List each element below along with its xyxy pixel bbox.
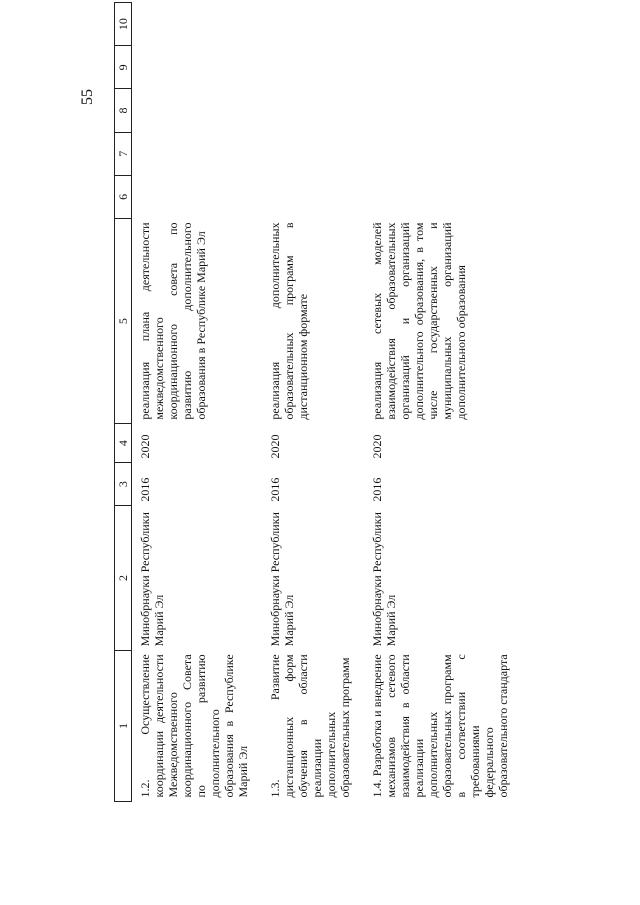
end-year-cell: 2020 bbox=[268, 434, 282, 459]
column-header-7: 7 bbox=[115, 132, 132, 175]
column-header-10: 10 bbox=[115, 3, 132, 46]
column-header-3: 3 bbox=[115, 462, 132, 505]
table-header-row bbox=[115, 3, 132, 802]
empty-cell bbox=[254, 132, 356, 175]
empty-cell bbox=[132, 3, 255, 46]
empty-cell bbox=[356, 175, 514, 218]
empty-cell bbox=[356, 132, 514, 175]
result-cell: реализация дополнительных образовательных программ в дистанционном формате bbox=[268, 222, 310, 420]
executor-cell: Минобрнауки Республики Марий Эл bbox=[138, 512, 166, 647]
empty-cell bbox=[254, 175, 356, 218]
table-row bbox=[254, 3, 356, 802]
column-header-2: 2 bbox=[115, 506, 132, 651]
table-row bbox=[356, 3, 514, 802]
executor-cell: Минобрнауки Республики Марий Эл bbox=[268, 512, 296, 647]
column-header-4: 4 bbox=[115, 424, 132, 463]
empty-cell bbox=[356, 3, 514, 46]
empty-cell bbox=[356, 46, 514, 89]
column-header-5: 5 bbox=[115, 218, 132, 423]
result-cell: реализация плана деятельности межведомственного координационного совета по развитию дополнительного образования в Республике Марий Эл bbox=[138, 222, 208, 420]
end-year-cell: 2020 bbox=[138, 434, 152, 459]
rotated-table-sheet bbox=[114, 18, 534, 802]
empty-cell bbox=[254, 46, 356, 89]
empty-cell bbox=[132, 46, 255, 89]
empty-cell bbox=[356, 89, 514, 132]
table-row bbox=[132, 3, 255, 802]
start-year-cell: 2016 bbox=[268, 477, 282, 502]
end-year-cell: 2020 bbox=[370, 434, 384, 459]
empty-cell bbox=[132, 132, 255, 175]
empty-cell bbox=[254, 89, 356, 132]
executor-cell: Минобрнауки Республики Марий Эл bbox=[370, 512, 398, 647]
page-number: 55 bbox=[79, 89, 96, 105]
empty-cell bbox=[132, 89, 255, 132]
empty-cell bbox=[132, 175, 255, 218]
result-cell: реализация сетевых моделей взаимодействия образовательных организаций и организаций дополнительного образования, в том числе государственных и муниципальных организаций дополнительного образования bbox=[370, 222, 468, 420]
program-table bbox=[114, 2, 514, 802]
start-year-cell: 2016 bbox=[138, 477, 152, 502]
column-header-1: 1 bbox=[115, 650, 132, 801]
start-year-cell: 2016 bbox=[370, 477, 384, 502]
column-header-8: 8 bbox=[115, 89, 132, 132]
activity-cell: 1.4. Разработка и внедрение механизмов сетевого взаимодействия в области реализации дополнительных образовательных программ в соответствии с требованиями федерального образовательного стандарта bbox=[370, 654, 510, 798]
empty-cell bbox=[254, 3, 356, 46]
activity-cell: 1.3. Развитие дистанционных форм обучения в области реализации дополнительных образовательных программ bbox=[268, 654, 352, 798]
column-header-6: 6 bbox=[115, 175, 132, 218]
activity-cell: 1.2. Осуществление координации деятельности Межведомственного координационного Совета по развитию дополнительного образования в Республике Марий Эл bbox=[138, 654, 250, 798]
column-header-9: 9 bbox=[115, 46, 132, 89]
